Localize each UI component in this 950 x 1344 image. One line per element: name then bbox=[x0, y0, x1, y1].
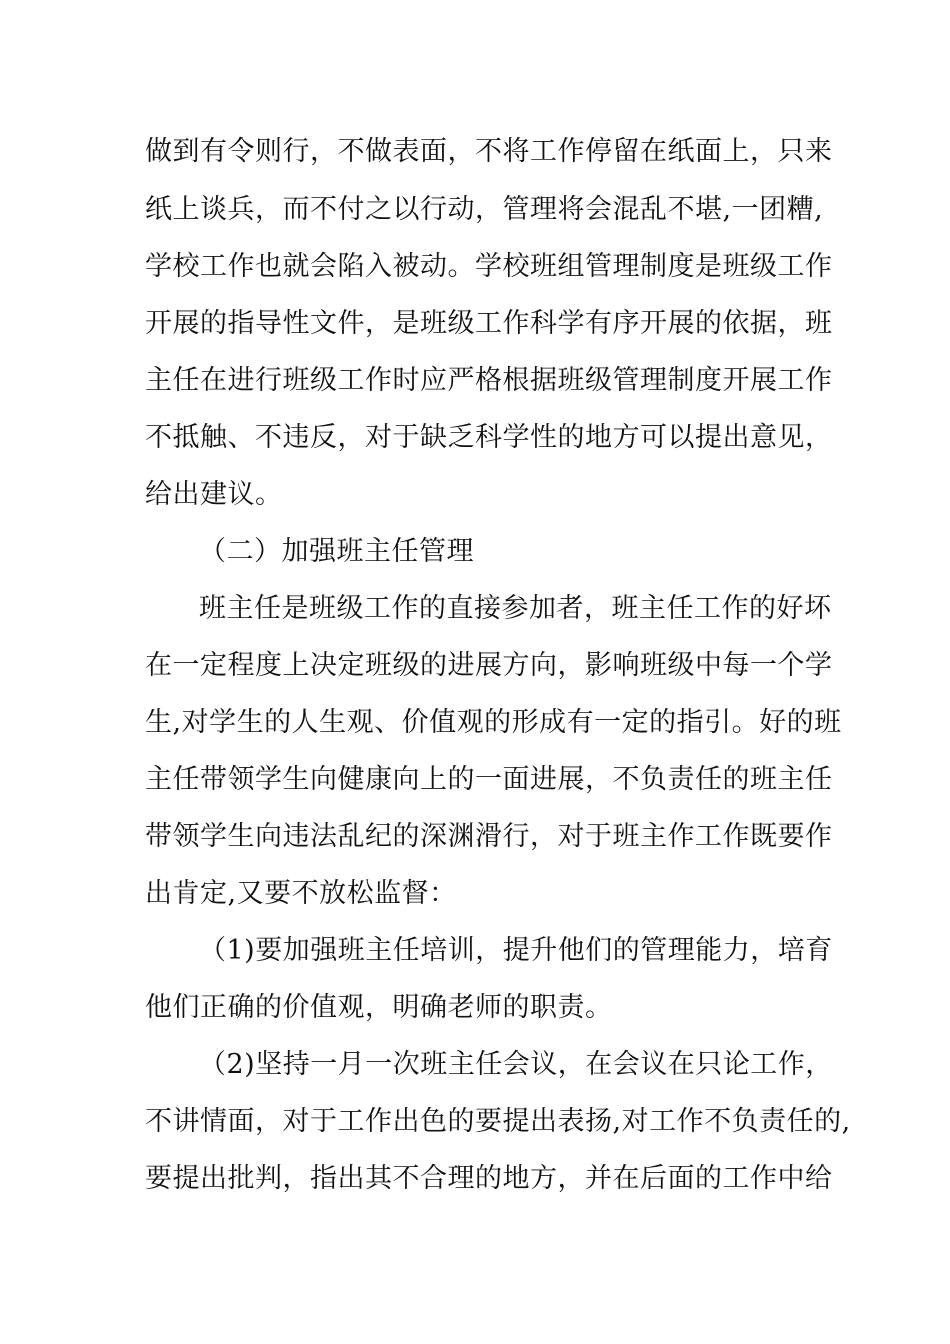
text-line: 不抵触、不违反，对于缺乏科学性的地方可以提出意见， bbox=[145, 422, 833, 453]
text-line: 带领学生向违法乱纪的深渊滑行，对于班主作工作既要作 bbox=[145, 821, 833, 852]
text-line: 班主任是班级工作的直接参加者，班主任工作的好坏 bbox=[199, 593, 832, 624]
text-line: 要提出批判，指出其不合理的地方，并在后面的工作中给 bbox=[145, 1163, 833, 1194]
text-line: 学校工作也就会陷入被动。学校班组管理制度是班级工作 bbox=[145, 251, 833, 282]
text-line: 不讲情面，对于工作出色的要提出表扬,对工作不负责任的, bbox=[145, 1106, 851, 1137]
text-line: 主任在进行班级工作时应严格根据班级管理制度开展工作 bbox=[145, 365, 833, 396]
text-line: 开展的指导性文件，是班级工作科学有序开展的依据，班 bbox=[145, 308, 833, 339]
text-line: 做到有令则行，不做表面，不将工作停留在纸面上，只来 bbox=[145, 136, 833, 167]
text-line: 生,对学生的人生观、价值观的形成有一定的指引。好的班 bbox=[145, 707, 842, 738]
text-line: 出肯定,又要不放松监督： bbox=[145, 878, 457, 909]
text-line: 纸上谈兵，而不付之以行动，管理将会混乱不堪,一团糟, bbox=[145, 194, 824, 225]
list-item: （1)要加强班主任培训，提升他们的管理能力，培育 bbox=[199, 935, 833, 966]
text-line: 在一定程度上决定班级的进展方向，影响班级中每一个学 bbox=[145, 650, 833, 681]
text-line: 给出建议。 bbox=[145, 479, 283, 510]
text-line: 他们正确的价值观，明确老师的职责。 bbox=[145, 992, 613, 1023]
list-item: （2)坚持一月一次班主任会议，在会议在只论工作， bbox=[199, 1049, 833, 1080]
text-line: 主任带领学生向健康向上的一面进展，不负责任的班主任 bbox=[145, 764, 833, 795]
section-heading: （二）加强班主任管理 bbox=[199, 536, 474, 567]
